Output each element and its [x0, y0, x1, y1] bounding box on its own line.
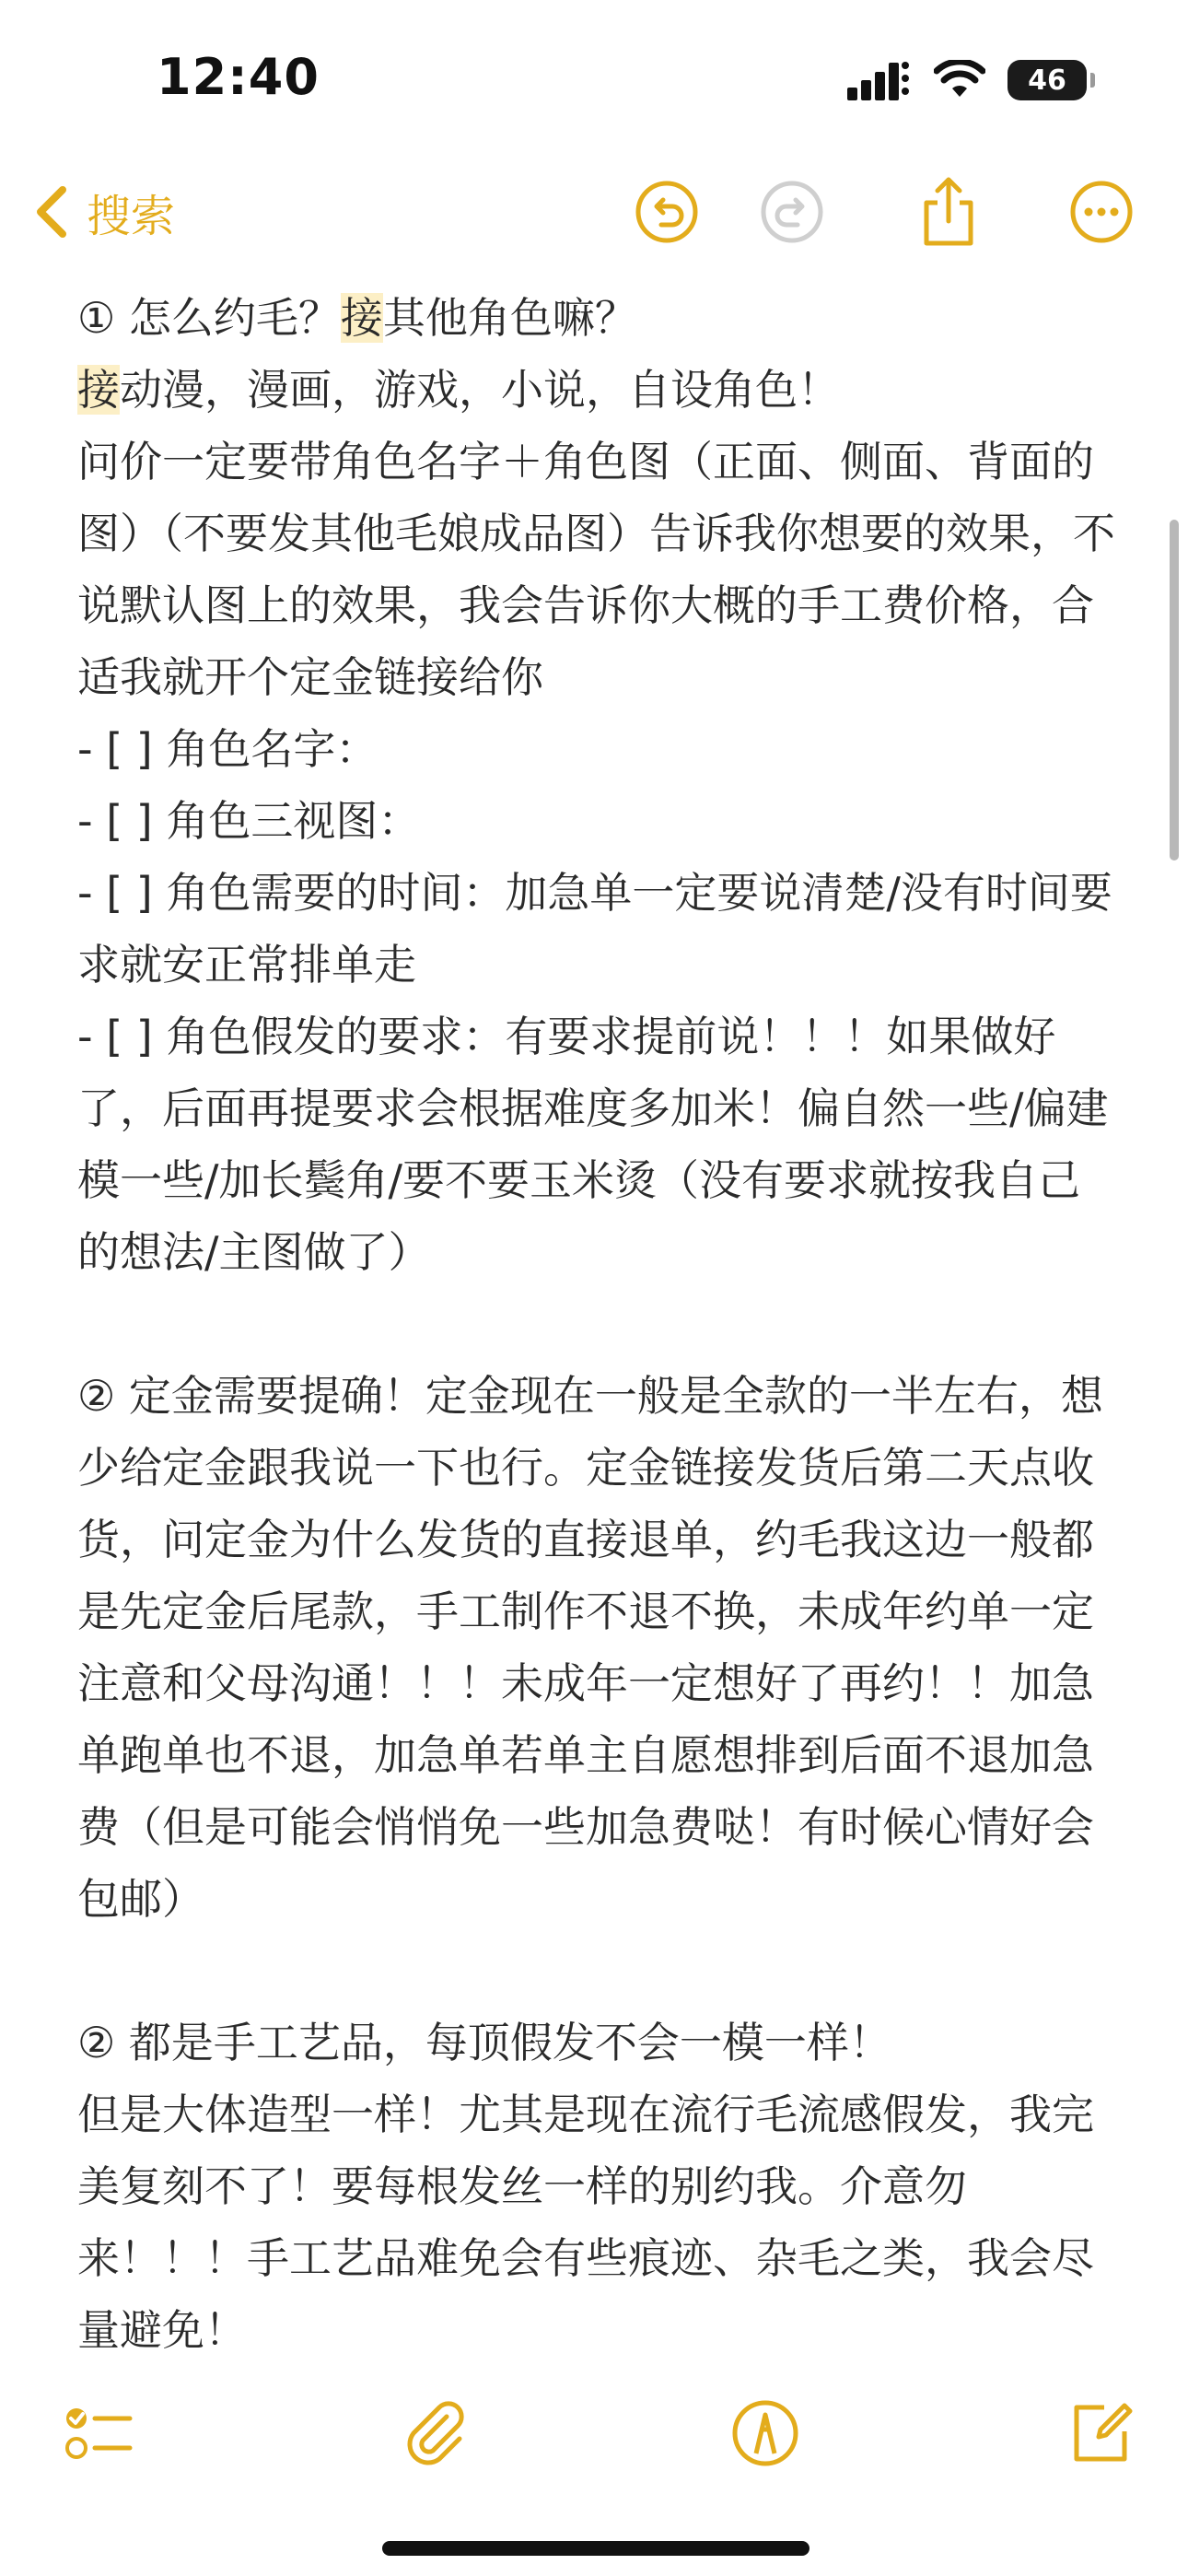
note-line — [77, 282, 1118, 354]
back-label: 搜索 — [87, 190, 176, 242]
battery-level: 46 — [1028, 64, 1066, 97]
note-paragraph: ② 定金需要提确！定金现在一般是全款的一半左右，想少给定金跟我说一下也行。定金链接发货后第二天点收货，问定金为什么发货的直接退单，约毛我这边一般都是先定金后尾款，手工制作不退不换，未成年约单一定注意和父母沟通！！！未成年一定想好了再约！！加急单跑单也不退，加急单若单主自愿想排到后面不退加急费（但是可能会悄悄免一些加急费哒！有时候心情好会包邮） — [77, 1371, 1103, 1924]
bottom-toolbar — [0, 2377, 1188, 2488]
share-button[interactable] — [915, 179, 982, 245]
undo-button[interactable] — [634, 179, 700, 245]
checklist-icon — [62, 2396, 135, 2470]
search-highlight: 接 — [340, 293, 383, 343]
note-text: 动漫，漫画，游戏，小说，自设角色！ — [120, 365, 840, 415]
redo-button[interactable] — [759, 179, 825, 245]
compose-button[interactable] — [1059, 2392, 1142, 2475]
share-icon — [915, 175, 982, 249]
markup-button[interactable] — [724, 2392, 807, 2475]
battery-icon — [1007, 60, 1087, 100]
note-line — [77, 354, 1118, 426]
attachment-button[interactable] — [394, 2392, 477, 2475]
status-icons — [847, 57, 1087, 103]
status-bar — [0, 0, 1188, 157]
more-icon — [1068, 179, 1135, 245]
note-text: ① 怎么约毛？ — [77, 293, 341, 343]
note-body[interactable] — [77, 282, 1118, 2366]
note-line: ② 都是手工艺品，每顶假发不会一模一样！ — [77, 2018, 891, 2067]
nav-bar — [0, 157, 1188, 267]
compose-icon — [1064, 2396, 1137, 2470]
wifi-icon — [934, 60, 985, 100]
checklist-item: - [ ] 角色三视图： — [77, 796, 421, 846]
note-paragraph: 问价一定要带角色名字＋角色图（正面、侧面、背面的图）（不要发其他毛娘成品图）告诉我你想要的效果，不说默认图上的效果，我会告诉你大概的手工费价格，合适我就开个定金链接给你 — [77, 437, 1115, 702]
blank-line — [77, 1935, 1118, 2007]
markup-icon — [728, 2396, 802, 2470]
chevron-left-icon — [33, 184, 70, 240]
more-button[interactable] — [1068, 179, 1135, 245]
blank-line — [77, 1288, 1118, 1360]
status-time: 12:40 — [157, 48, 320, 106]
note-paragraph: 但是大体造型一样！尤其是现在流行毛流感假发，我完美复刻不了！要每根发丝一样的别约我。介意勿来！！！手工艺品难免会有些痕迹、杂毛之类，我会尽量避免！ — [77, 2090, 1094, 2355]
home-indicator[interactable] — [382, 2541, 809, 2556]
attachment-icon — [399, 2396, 472, 2470]
checklist-item: - [ ] 角色需要的时间：加急单一定要说清楚/没有时间要求就安正常排单走 — [77, 868, 1112, 989]
undo-icon — [634, 179, 700, 245]
checklist-item: - [ ] 角色名字： — [77, 724, 379, 774]
checklist-item: - [ ] 角色假发的要求：有要求提前说！！！如果做好了，后面再提要求会根据难度多加米！偏自然一些/偏建模一些/加长鬓角/要不要玉米烫（没有要求就按我自己的想法/主图做了） — [77, 1012, 1109, 1277]
checklist-button[interactable] — [57, 2392, 140, 2475]
search-highlight: 接 — [77, 365, 120, 415]
back-button[interactable] — [33, 175, 175, 249]
redo-icon — [759, 179, 825, 245]
note-text: 其他角色嘛？ — [382, 293, 637, 343]
cellular-signal-icon — [847, 60, 912, 100]
scroll-indicator[interactable] — [1170, 520, 1179, 861]
